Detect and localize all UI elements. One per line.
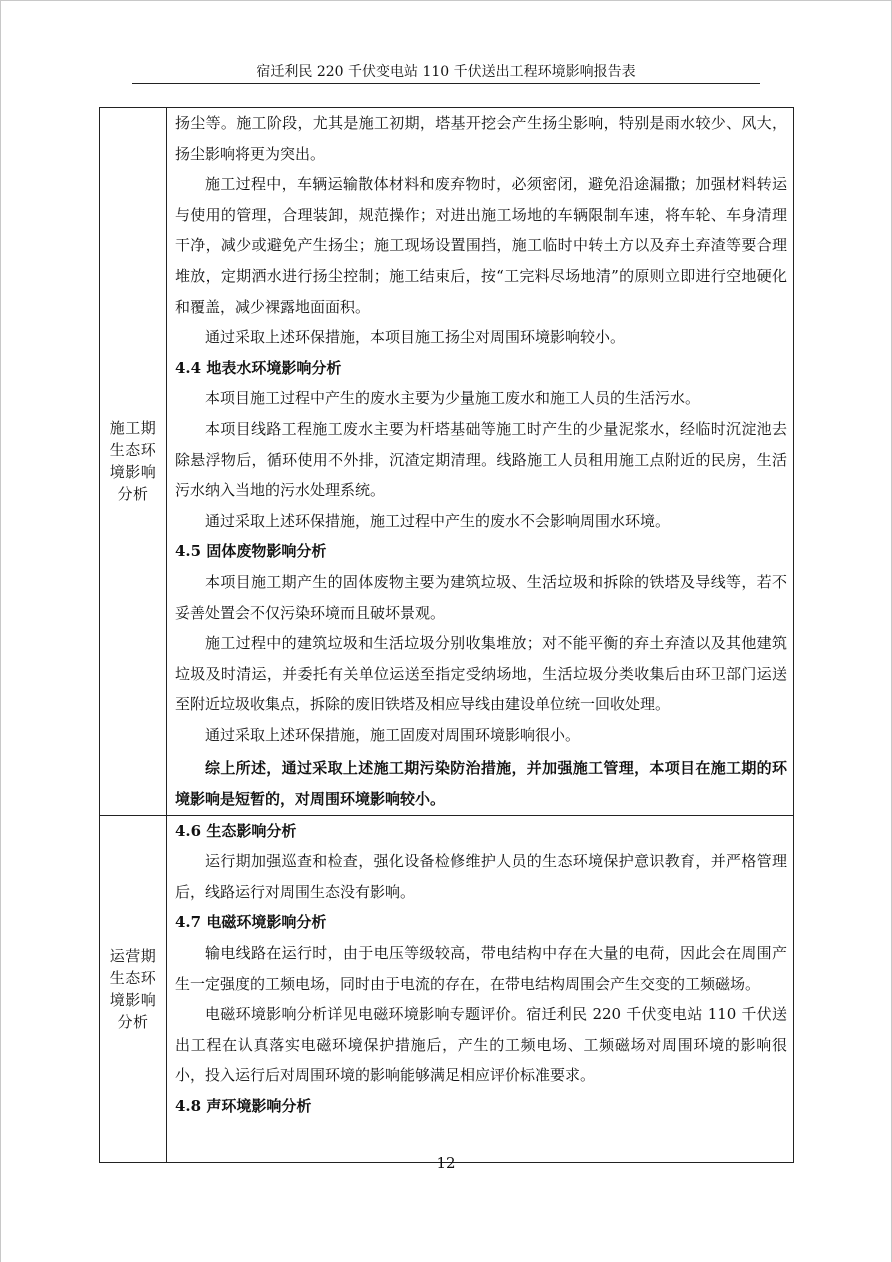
- table-row-operation: [100, 815, 794, 1162]
- row-label-line: 施工期: [109, 419, 157, 438]
- row-label-operation: [100, 945, 166, 1033]
- section-heading: 4.6 生态影响分析: [175, 821, 297, 840]
- row-label-cell: [100, 108, 167, 816]
- body-paragraph: 施工过程中的建筑垃圾和生活垃圾分别收集堆放；对不能平衡的弃土弃渣以及其他建筑垃圾及时清运，并委托有关单位运送至指定受纳场地，生活垃圾分类收集后由环卫部门运送至附近垃圾收集点，拆除的废旧铁塔及相应导线由建设单位统一回收处理。: [175, 634, 787, 714]
- body-paragraph: 通过采取上述环保措施，本项目施工扬尘对周围环境影响较小。: [205, 328, 626, 347]
- row-label-line: 生态环: [109, 441, 157, 460]
- body-paragraph: 通过采取上述环保措施，施工固废对周围环境影响很小。: [205, 725, 581, 744]
- row-label-line: 境影响: [109, 463, 157, 482]
- section-heading: 4.7 电磁环境影响分析: [175, 913, 327, 932]
- document-header-title: 宿迁利民 220 千伏变电站 110 千伏送出工程环境影响报告表: [256, 64, 636, 80]
- report-table: [99, 107, 794, 1163]
- body-paragraph: 输电线路在运行时，由于电压等级较高，带电结构中存在大量的电荷，因此会在周围产生一定强度的工频电场，同时由于电流的存在，在带电结构周围会产生交变的工频磁场。: [175, 944, 787, 993]
- body-paragraph: 运行期加强巡查和检查，强化设备检修维护人员的生态环境保护意识教育，并严格管理后，线路运行对周围生态没有影响。: [175, 852, 787, 901]
- summary-paragraph: 综上所述，通过采取上述施工期污染防治措施，并加强施工管理，本项目在施工期的环境影响是短暂的，对周围环境影响较小。: [175, 759, 787, 809]
- body-paragraph: 本项目施工期产生的固体废物主要为建筑垃圾、生活垃圾和拆除的铁塔及导线等，若不妥善处置会不仅污染环境而且破坏景观。: [175, 572, 787, 622]
- row-content-cell: [167, 815, 794, 1162]
- section-heading: 4.8 声环境影响分析: [175, 1097, 312, 1115]
- page-number: 12: [436, 1154, 456, 1172]
- row-label-line: 运营期: [109, 946, 157, 965]
- body-paragraph: 施工过程中，车辆运输散体材料和废弃物时，必须密闭，避免沿途漏撒；加强材料转运与使用的管理，合理装卸，规范操作；对进出施工场地的车辆限制车速，将车轮、车身清理干净，减少或避免产生扬尘；施工现场设置围挡，施工临时中转土方以及弃土弃渣等要合理堆放，定期洒水进行扬尘控制；施工结束后，按“工完料尽场地清”的原则立即进行空地硬化和覆盖，减少裸露地面面积。: [175, 175, 787, 316]
- row-content-cell: [167, 108, 794, 816]
- row-label-line: 境影响: [109, 990, 157, 1009]
- row-label-line: 生态环: [109, 968, 157, 987]
- page-border: [0, 0, 892, 1]
- row-label-line: 分析: [117, 1012, 149, 1031]
- page-border: [0, 0, 1, 1262]
- section-heading: 4.5 固体废物影响分析: [175, 542, 327, 561]
- table-row-construction: [100, 108, 794, 816]
- body-paragraph: 通过采取上述环保措施，施工过程中产生的废水不会影响周围水环境。: [205, 511, 671, 530]
- row-label-construction: [100, 417, 166, 505]
- section-heading: 4.4 地表水环境影响分析: [175, 358, 342, 377]
- body-paragraph: 电磁环境影响分析详见电磁环境影响专题评价。宿迁利民 220 千伏变电站 110 千伏送出工程在认真落实电磁环境保护措施后，产生的工频电场、工频磁场对周围环境的影响很小，投入运行后对周围环境的影响能够满足相应评价标准要求。: [175, 1005, 787, 1085]
- body-paragraph: 本项目施工过程中产生的废水主要为少量施工废水和施工人员的生活污水。: [205, 389, 701, 408]
- header-rule: [132, 83, 760, 84]
- body-paragraph: 扬尘等。施工阶段，尤其是施工初期，塔基开挖会产生扬尘影响，特别是雨水较少、风大，扬尘影响将更为突出。: [175, 114, 787, 163]
- row-content-construction: [175, 108, 787, 815]
- body-paragraph: 本项目线路工程施工废水主要为杆塔基础等施工时产生的少量泥浆水，经临时沉淀池去除悬浮物后，循环使用不外排，沉渣定期清理。线路施工人员租用施工点附近的民房，生活污水纳入当地的污水处理系统。: [175, 419, 787, 500]
- row-content-operation: [175, 816, 787, 1122]
- row-label-cell: [100, 815, 167, 1162]
- row-label-line: 分析: [117, 485, 149, 504]
